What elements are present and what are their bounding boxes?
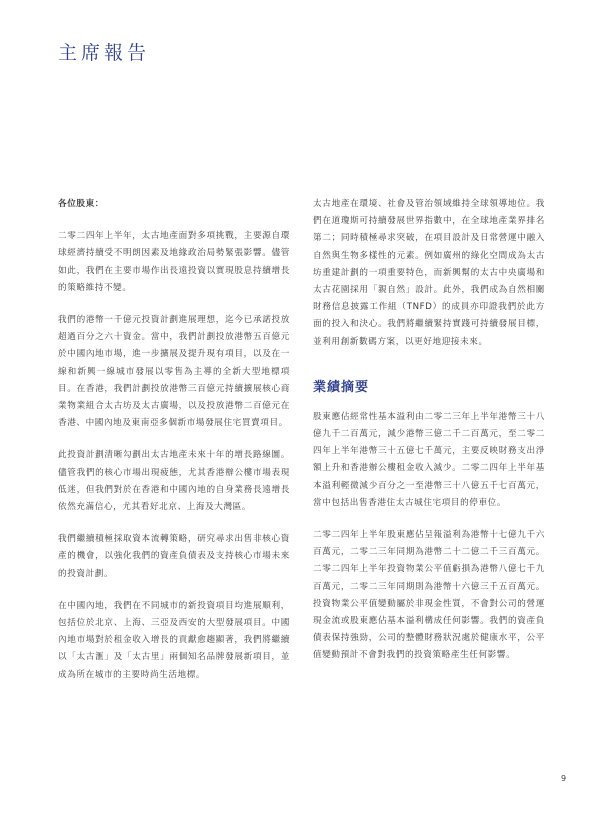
left-column bbox=[58, 196, 290, 699]
page-number: 9 bbox=[561, 774, 567, 783]
body-paragraph: 太古地產在環境、社會及管治領域維持全球領導地位。我們在道瓊斯可持續發展世界指數中，在全球地產業界排名第二；同時積極尋求突破，在項目設計及日常營運中融入自然與生物多樣性的元素。例如廣州的綠化空間成為太古坊重建計劃的一項重要特色，而新興幫的太古中央廣場和太古花園採用「親自然」設計。此外，我們成為自然相關財務信息披露工作組（TNFD）的成員亦印證我們於此方面的投入和決心。我們將繼續緊持實踐可持續發展目標，並利用創新數碼方案，以更好地迎接未來。 bbox=[313, 199, 545, 347]
section-heading-results: 業績摘要 bbox=[313, 379, 370, 395]
body-paragraph: 我們繼續積極採取資本流轉策略，研究尋求出售非核心資產的機會，以強化我們的資產負債表及支持核心市場未來的投資計劃。 bbox=[58, 534, 290, 579]
body-paragraph: 在中國內地，我們在不同城市的新投資項目均進展順利，包括位於北京、上海、三亞及西安的大型發展項目。中國內地市場對於租金收入增長的貢獻愈趨顯著，我們將繼續以「太古滙」及「太古里」兩個知名品牌發展新項目，並成為所在城市的主要時尚生活地標。 bbox=[58, 600, 290, 680]
body-paragraph: 此投資計劃清晰勾劃出太古地產未來十年的增長路線圖。儘管我們的核心市場出現疲態，尤其香港辦公樓市場表現低迷，但我們對於在香港和中國內地的自身業務長遠增長依然充滿信心，尤其看好北京、上海及大灣區。 bbox=[58, 450, 290, 513]
right-column bbox=[313, 196, 545, 680]
body-paragraph: 二零二四年上半年股東應佔呈報溢利為港幣十七億九千六百萬元，二零二三年同期為港幣二十二億二千三百萬元。二零二四年上半年投資物業公平值虧損為港幣八億七千九百萬元，二零二三年同期則為港幣十六億三千五百萬元。投資物業公平值變動屬於非現金性質，不會對公司的營運現金流或股東應佔基本溢利構成任何影響。我們的資產負債表保持強勁，公司的整體財務狀況處於健康水平，公平值變動預計不會對我們的投資策略產生任何影響。 bbox=[313, 530, 545, 661]
body-paragraph: 我們的港幣一千億元投資計劃進展理想，迄今已承諾投放超過百分之六十資金。當中，我們計劃投放港幣五百億元於中國內地市場，進一步擴展及提升現有項目，以及在一線和新興一線城市發展以零售為主導的全新大型地標項目。在香港，我們計劃投放港幣三百億元持續擴展核心商業物業組合太古坊及太古廣場，以及投放港幣二百億元在香港、中國內地及東南亞多個新市場發展住宅買賣項目。 bbox=[58, 315, 290, 429]
body-paragraph: 股東應佔經常性基本溢利由二零二三年上半年港幣三十八億九千二百萬元，減少港幣三億二千二百萬元，至二零二四年上半年港幣三十五億七千萬元，主要反映財務支出淨額上升和香港辦公樓租金收入減少。二零二四年上半年基本溢利輕微減少百分之一至港幣三十八億五千七百萬元，當中包括出售香港住太古城住宅項目的停車位。 bbox=[313, 411, 545, 508]
body-paragraph: 二零二四年上半年，太古地產面對多項挑戰，主要源自環球經濟持續受不明朗因素及地緣政治局勢緊張影響。儘管如此，我們在主要市場作出長遠投資以實現股息持續增長的策略維持不變。 bbox=[58, 231, 290, 293]
salutation: 各位股東： bbox=[58, 199, 104, 209]
page-title: 主席報告 bbox=[58, 42, 151, 64]
